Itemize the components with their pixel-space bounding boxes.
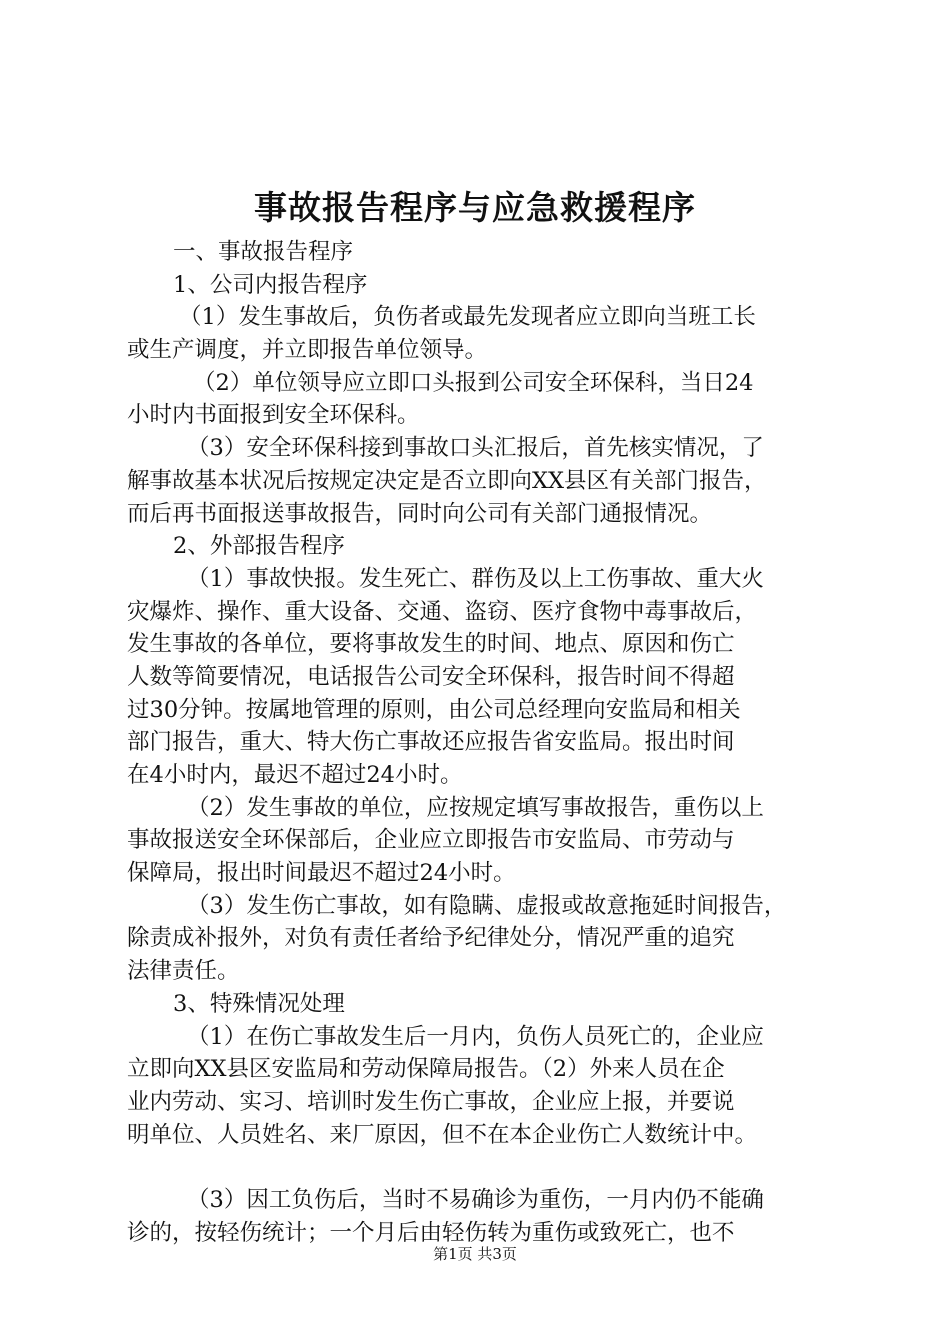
paragraph-line: 解事故基本状况后按规定决定是否立即向XX县区有关部门报告， <box>127 467 767 494</box>
paragraph-line: 事故报送安全环保部后，企业应立即报告市安监局、市劳动与 <box>127 827 735 854</box>
paragraph-line: 诊的，按轻伤统计；一个月后由轻伤转为重伤或致死亡，也不 <box>127 1219 735 1246</box>
paragraph-line: （3）因工负伤后，当时不易确诊为重伤，一月内仍不能确 <box>187 1187 764 1214</box>
paragraph-line: 法律责任。 <box>127 958 240 985</box>
paragraph-line: （3）发生伤亡事故，如有隐瞒、虚报或故意拖延时间报告， <box>187 892 787 919</box>
paragraph-line: （2）单位领导应立即口头报到公司安全环保科，当日24 <box>193 369 754 396</box>
paragraph-line: 发生事故的各单位，要将事故发生的时间、地点、原因和伤亡 <box>127 631 735 658</box>
subsection-heading-2: 2、外部报告程序 <box>173 533 345 560</box>
paragraph-line: 除责成补报外，对负有责任者给予纪律处分，情况严重的追究 <box>127 925 735 952</box>
paragraph-line: （1）在伤亡事故发生后一月内，负伤人员死亡的，企业应 <box>187 1023 764 1050</box>
paragraph-line: （3）安全环保科接到事故口头汇报后，首先核实情况，了 <box>187 435 764 462</box>
paragraph-line: 保障局，报出时间最迟不超过24小时。 <box>127 860 516 887</box>
paragraph-line: 小时内书面报到安全环保科。 <box>127 402 420 429</box>
paragraph-line: 而后再书面报送事故报告，同时向公司有关部门通报情况。 <box>127 500 713 527</box>
paragraph-line: 明单位、人员姓名、来厂原因，但不在本企业伤亡人数统计中。 <box>127 1121 758 1148</box>
document-body <box>127 236 827 1250</box>
document-title: 事故报告程序与应急救援程序 <box>254 188 696 227</box>
paragraph-line: 立即向XX县区安监局和劳动保障局报告。（2）外来人员在企 <box>127 1056 725 1083</box>
subsection-heading-1: 1、公司内报告程序 <box>173 271 368 298</box>
paragraph-line: （1）发生事故后，负伤者或最先发现者应立即向当班工长 <box>179 304 756 331</box>
subsection-heading-3: 3、特殊情况处理 <box>173 990 345 1017</box>
paragraph-line: 过30分钟。按属地管理的原则，由公司总经理向安监局和相关 <box>127 696 741 723</box>
paragraph-line: 在4小时内，最迟不超过24小时。 <box>127 762 463 788</box>
paragraph-line: （2）发生事故的单位，应按规定填写事故报告，重伤以上 <box>187 794 764 821</box>
paragraph-line: 部门报告，重大、特大伤亡事故还应报告省安监局。报出时间 <box>127 729 735 756</box>
paragraph-line: （1）事故快报。发生死亡、群伤及以上工伤事故、重大火 <box>187 565 764 592</box>
section-heading-1: 一、事故报告程序 <box>173 239 354 265</box>
page-number-footer: 第1页 共3页 <box>433 1245 517 1263</box>
paragraph-line: 灾爆炸、操作、重大设备、交通、盗窃、医疗食物中毒事故后， <box>127 598 758 625</box>
paragraph-line: 业内劳动、实习、培训时发生伤亡事故，企业应上报，并要说 <box>127 1088 735 1115</box>
paragraph-line: 人数等简要情况，电话报告公司安全环保科，报告时间不得超 <box>127 663 735 690</box>
paragraph-line: 或生产调度，并立即报告单位领导。 <box>127 337 488 364</box>
paragraph-gap <box>127 1151 827 1184</box>
